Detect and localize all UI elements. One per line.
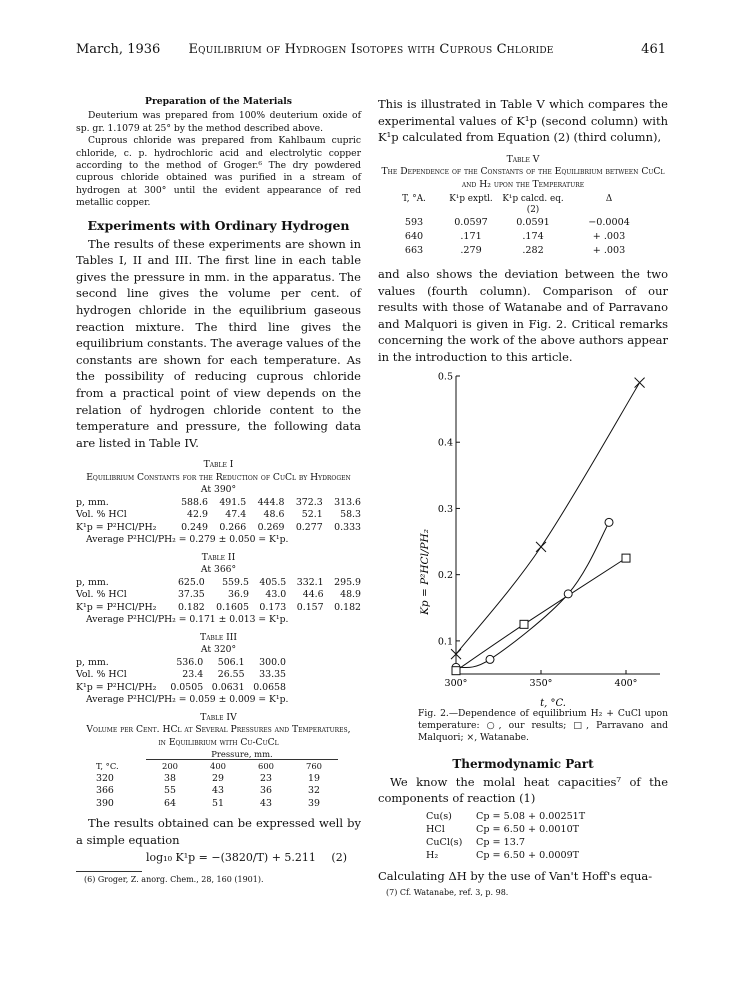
table-1 — [76, 497, 361, 535]
pressure-group-label: Pressure, mm. — [146, 749, 338, 760]
table-3-title: Table III — [199, 631, 238, 643]
table-row: p, mm. 588.6 491.5 444.8 372.3 313.6 — [76, 496, 361, 508]
chart-axes — [438, 372, 660, 689]
circle-point — [564, 589, 572, 597]
square-point — [452, 666, 460, 674]
cross-series-line — [456, 382, 640, 654]
table-1-average: Average P²HCl/PH₂ = 0.279 ± 0.050 = K¹p. — [86, 534, 289, 546]
square-series-line — [456, 558, 626, 671]
thermodynamic-paragraph: We know the molal heat capacities⁷ of the components of reaction (1) — [378, 774, 668, 806]
table-row: 663 .279 .282 + .003 — [404, 245, 626, 256]
table-row: p, mm. 536.0 506.1 300.0 — [76, 656, 286, 668]
table-row: 640 .171 .174 + .003 — [404, 231, 626, 242]
table-2-title: Table II — [201, 551, 236, 563]
table-row: K¹p = P²HCl/PH₂ 0.182 0.1605 0.173 0.157 0.182 — [76, 601, 361, 613]
table-header-row: T, °A. K¹p exptl. K¹p calcd. eq. (2) Δ — [402, 194, 613, 215]
table-4-caption: Volume per Cent. HCl at Several Pressures and Temperatures, in Equilibrium with Cu-CuCl — [86, 724, 351, 748]
footnote-rule — [76, 871, 142, 872]
last-paragraph: Calculating ΔH by the use of Van't Hoff's equa- — [378, 868, 653, 883]
table-5 — [388, 194, 654, 258]
table-4-title: Table IV — [200, 711, 237, 723]
x-tick-label: 300° — [444, 677, 468, 689]
table-2-temp: At 366° — [200, 564, 237, 576]
figure-2 — [378, 372, 668, 708]
table-1-title: Table I — [203, 459, 234, 471]
y-tick-label: 0.2 — [437, 569, 453, 581]
table-row: p, mm. 625.0 559.5 405.5 332.1 295.9 — [76, 576, 361, 588]
prep-heading: Preparation of the Materials — [145, 96, 292, 107]
table-row: CuCl(s) Cp = 13.7 — [426, 836, 525, 848]
running-header — [76, 42, 666, 62]
table-header-row: T, °C. 200 400 600 760 — [96, 760, 322, 771]
x-tick-label: 350° — [529, 677, 553, 689]
table-5-title: Table V — [506, 153, 540, 165]
y-tick-label: 0.5 — [437, 371, 453, 383]
table-1-caption: Equilibrium Constants for the Reduction of CuCl by Hydrogen — [86, 471, 351, 483]
y-tick-label: 0.1 — [437, 635, 453, 647]
table-5-caption: The Dependence of the Constants of the Equilibrium between CuCl and H₂ upon the Temperature — [381, 166, 665, 190]
left-column — [76, 96, 361, 885]
thermodynamic-heading: Thermodynamic Part — [452, 756, 594, 771]
table-row: HCl Cp = 6.50 + 0.0010T — [426, 823, 580, 835]
chart-marks — [451, 377, 645, 674]
table-row: Vol. % HCl 42.9 47.4 48.6 52.1 58.3 — [76, 509, 361, 521]
heat-capacity-table — [426, 810, 585, 862]
table-3-temp: At 320° — [200, 644, 237, 656]
header-title: Equilibrium of Hydrogen Isotopes with Cuprous Chloride — [188, 42, 554, 57]
cross-point — [536, 541, 546, 551]
results-paragraph: The results obtained can be expressed well by a simple equation — [76, 816, 361, 847]
y-tick-label: 0.3 — [437, 503, 453, 515]
table-header-group — [96, 749, 338, 760]
table-row: K¹p = P²HCl/PH₂ 0.249 0.266 0.269 0.277 0.333 — [76, 521, 361, 533]
footnote-6: (6) Groger, Z. anorg. Chem., 28, 160 (1901). — [84, 874, 264, 884]
table-row: Vol. % HCl 23.4 26.55 33.35 — [76, 669, 286, 681]
table-row: 390 64 51 43 39 — [96, 797, 320, 809]
table-row: Cu(s) Cp = 5.08 + 0.00251T — [426, 810, 586, 822]
experiments-heading: Experiments with Ordinary Hydrogen — [87, 217, 350, 233]
table-row: 366 55 43 36 32 — [96, 785, 320, 797]
table-row: H₂ Cp = 6.50 + 0.0009T — [426, 849, 580, 861]
table-row: 593 0.0597 0.0591 −0.0004 — [404, 217, 630, 228]
page-number: 461 — [641, 42, 666, 57]
right-column — [378, 96, 668, 898]
circle-point — [605, 518, 613, 526]
experiments-paragraph: The results of these experiments are shown in Tables I, II and III. The first line in each table gives the pressure in mm. in the apparatus. The second line gives the volume per cent. of hydrogen chloride in the equilibrium gaseous reaction mixture. The third line gives the equilibrium constants. The average values of the constants are shown for each temperature. As the possibility of reducing cuprous chloride from a practical point of view depends on the relation of hydrogen chloride content to the temperature and pressure, the following data are listed in Table IV. — [76, 236, 361, 450]
equation-2 — [76, 849, 361, 867]
prep-paragraph-1: Deuterium was prepared from 100% deuterium oxide of sp. gr. 1.1079 at 25° by the method described above. — [76, 110, 361, 134]
square-point — [622, 554, 630, 562]
intro-paragraph: This is illustrated in Table V which compares the experimental values of K¹p (second column) with K¹p calculated from Equation (2) (third column), — [378, 97, 668, 145]
x-axis-label: t, °C. — [540, 697, 566, 708]
table-row: 320 38 29 23 19 — [96, 772, 320, 784]
footnote-7: (7) Cf. Watanabe, ref. 3, p. 98. — [386, 887, 509, 897]
header-date: March, 1936 — [76, 42, 161, 57]
equation-text: log₁₀ K¹p = −(3820/T) + 5.211 — [146, 850, 316, 864]
table-3-average: Average P²HCl/PH₂ = 0.059 ± 0.009 = K¹p. — [86, 694, 289, 706]
table-2-average: Average P²HCl/PH₂ = 0.171 ± 0.013 = K¹p. — [86, 614, 289, 626]
circle-point — [486, 655, 494, 663]
chart-curves — [456, 382, 640, 670]
table-4 — [96, 749, 338, 810]
figure-caption: Fig. 2.—Dependence of equilibrium H₂ + CuCl upon temperature: ○, our results; □, Parravano and Malquori; ×, Watanabe. — [418, 707, 668, 744]
y-tick-label: 0.4 — [437, 437, 453, 449]
table-row: Vol. % HCl 37.35 36.9 43.0 44.6 48.9 — [76, 589, 361, 601]
square-point — [520, 620, 528, 628]
cross-point — [635, 377, 645, 387]
table-row: K¹p = P²HCl/PH₂ 0.0505 0.0631 0.0658 — [76, 681, 286, 693]
table-3 — [76, 657, 286, 695]
prep-paragraph-2: Cuprous chloride was prepared from Kahlbaum cupric chloride, c. p. hydrochloric acid and electrolytic copper according to the method of Groger.⁶ The dry powdered cuprous chloride obtained was purified in a stream of hydrogen at 300° until the evident appearance of red metallic copper. — [76, 135, 361, 209]
table-1-temp: At 390° — [200, 484, 237, 496]
equation-number: (2) — [331, 850, 347, 864]
equilibrium-chart — [378, 372, 668, 708]
table-2 — [76, 577, 361, 615]
y-axis-label: Kp = P²HCl/PH₂ — [419, 528, 431, 615]
x-tick-label: 400° — [614, 677, 638, 689]
circle-series-line — [456, 522, 609, 667]
comparison-paragraph: and also shows the deviation between the two values (fourth column). Comparison of our results with those of Watanabe and of Parravano and Malquori is given in Fig. 2. Critical remarks concerning the work of the above authors appear in the introduction to this article. — [378, 267, 668, 364]
